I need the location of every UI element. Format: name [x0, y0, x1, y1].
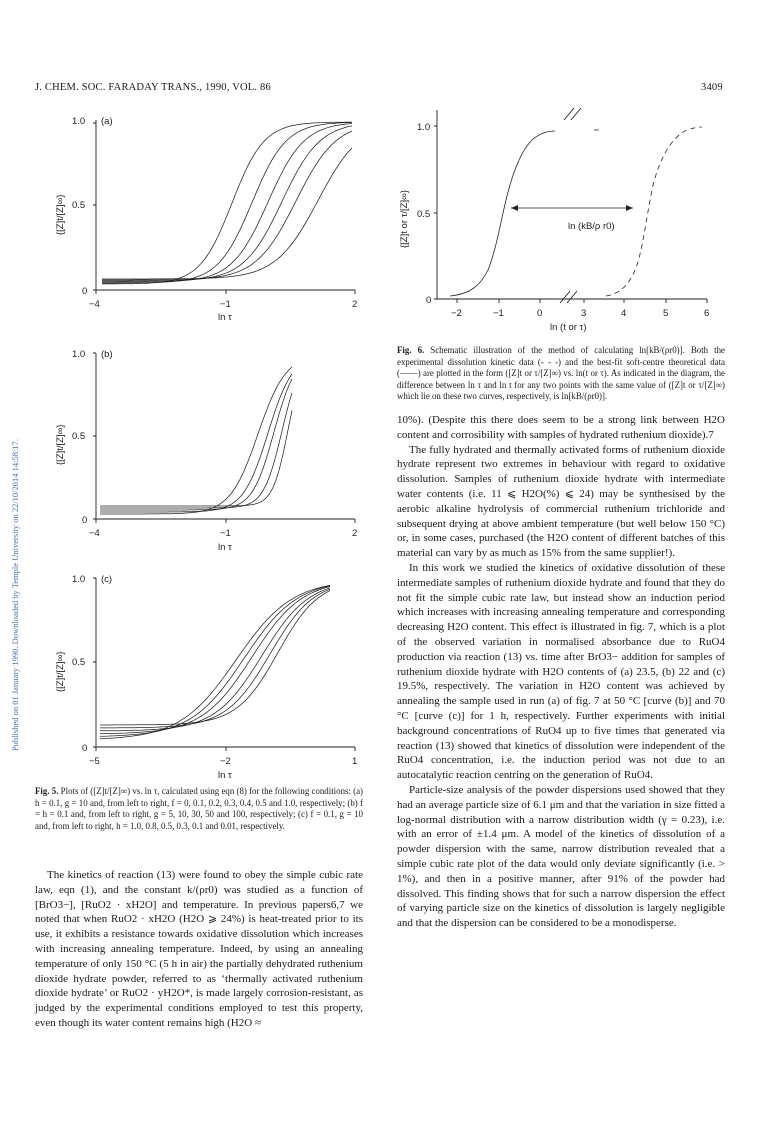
fig6-ylabel: {[Z]t or τ/[Z]∞}: [399, 189, 410, 248]
fig5c-ytick-05: 0.5: [72, 657, 86, 668]
sigmoid-curve: [102, 126, 352, 281]
fig5a-ytick-05: 0.5: [72, 200, 86, 211]
fig5c-curves: [100, 585, 330, 738]
fig5a-xtick: 2: [352, 299, 358, 310]
fig5b-ytick-05: 0.5: [72, 431, 86, 442]
fig5c-xtick: −2: [220, 756, 231, 767]
fig5c-ylabel: {[Z]t/[Z]∞}: [55, 651, 66, 692]
fig6-caption-text: Schematic illustration of the method of calculating ln[kB/(ρr0)]. Both the experimental dissolution kinetic data (- - -) and the best-fit soft-centre theoretical data (——) are plotted in the form ([Z]t or τ/[Z]∞) vs. ln(t or τ). As indicated in the diagram, the difference between ln τ and ln t for any two points with the same value of ([Z]t or τ/[Z]∞) which lie on these two curves, respectively, is ln[kB/(ρr0)].: [397, 345, 725, 401]
fig5a-xtick: −1: [220, 299, 231, 310]
sigmoid-curve: [102, 148, 352, 279]
fig5b-ylabel: {[Z]t/[Z]∞}: [55, 424, 66, 465]
fig6-xtick: −2: [451, 308, 462, 319]
fig5c-tag: (c): [101, 574, 113, 585]
paragraph: In this work we studied the kinetics of oxidative dissolution of these intermediate samples of ruthenium dioxide hydrate and found that they do not fit the simple cubic rate law, but instead show an induction period which increases with increasing annealing temperature and corresponding decreasing H2O content. This effect is illustrated in fig. 7, which is a plot of the observed variation in normalised absorbance due to RuO4 production via reaction (13) vs. time after BrO3− addition for samples of ruthenium dioxide hydrate with H2O contents of (a) 23.5, (b) 22 and (c) 19.5%, respectively. The variation in H2O content was achieved by annealing the sample used in run (a) of fig. 7 at 50 °C [curve (b)] and 70 °C [curve (c)] for 1 h, respectively. Further experiments with initial background concentrations of RuO4 up to five times that generated via reaction (13) showed that kinetics of dissolution were independent of the RuO4 concentration, i.e. the induction period was not due to an autocatalytic reaction centring on the generation of RuO4.: [397, 561, 725, 782]
sigmoid-curve: [100, 591, 330, 725]
fig5b-curves: [100, 367, 292, 514]
sigmoid-curve: [100, 587, 330, 734]
fig6-experimental-curve: [594, 127, 702, 296]
sigmoid-curve: [100, 393, 292, 508]
sigmoid-curve: [100, 589, 330, 728]
fig5a-xtick: −4: [89, 299, 100, 310]
fig5a-ylabel: {[Z]t/[Z]∞}: [55, 194, 66, 235]
fig5b-ytick-0: 0: [82, 515, 88, 526]
sigmoid-curve: [102, 124, 352, 283]
fig5b-xtick: −1: [220, 528, 231, 539]
fig6-xtick: 3: [581, 308, 587, 319]
paragraph: 10%). (Despite this there does seem to be a strong link between H2O content and corrosibility with samples of hydrated ruthenium dioxide).7: [397, 414, 725, 441]
fig6-xtick: 5: [663, 308, 669, 319]
fig6-axes: [437, 110, 707, 299]
fig5a-ytick-1: 1.0: [72, 116, 86, 127]
fig5a-axes: [96, 120, 355, 290]
fig5b-xtick: −4: [89, 528, 100, 539]
fig5b-xtick: 2: [352, 528, 358, 539]
fig5c-xtick: 1: [352, 756, 358, 767]
sigmoid-curve: [100, 410, 292, 506]
figure-5: [0, 0, 380, 800]
fig5c-ytick-0: 0: [82, 743, 88, 754]
fig6-xtick: 4: [621, 308, 627, 319]
fig5c-xtick: −5: [89, 756, 100, 767]
fig6-ytick-0: 0: [426, 295, 432, 306]
journal-header: J. CHEM. SOC. FARADAY TRANS., 1990, VOL. 86: [35, 82, 271, 93]
fig5b-axes: [96, 353, 355, 519]
fig6-xtick: 6: [704, 308, 710, 319]
fig5-caption-label: Fig. 5.: [35, 786, 59, 796]
fig6-caption-label: Fig. 6.: [397, 345, 425, 355]
figure-6: [380, 90, 750, 350]
fig5c-ytick-1: 1.0: [72, 574, 86, 585]
left-column-text: [35, 868, 363, 1031]
fig5a-tag: (a): [101, 116, 113, 127]
fig5a-xlabel: ln τ: [218, 312, 232, 323]
paragraph: The fully hydrated and thermally activated forms of ruthenium dioxide hydrate represent two extremes in behaviour with regard to oxidative dissolution. Samples of ruthenium dioxide hydrate with intermediate water contents (i.e. 11 ⩽ H2O(%) ⩽ 24) may be synthesised by the aerobic alkaline hydrolysis of commercial ruthenium trichloride and subsequent drying at above ambient temperature (but well below 150 °C) or, in some cases, purchased (the H2O content of different batches of this material can vary by as much as 15% from the same supplier!).: [397, 443, 725, 560]
fig6-theory-curve: [450, 131, 555, 296]
fig5b-xlabel: ln τ: [218, 542, 232, 553]
fig6-ytick-05: 0.5: [417, 209, 431, 220]
paragraph: Particle-size analysis of the powder dispersions used showed that they had an average particle size of 6.1 μm and that the variation in size fitted a log-normal distribution with a narrow distribution width (γ = 0.23), i.e. with an error of ±1.4 μm. A model of the kinetics of dissolution of a powder dispersion with the same, narrow distribution revealed that a simple cubic rate plot of the data would only deviate significantly (i.e. > 1%), and then in a positive manner, after 91% of the powder had dissolved. This finding shows that for such a narrow dispersion the effect of varying particle size on the kinetics of dissolution is largely negligible and that the dispersion can be considered to be a monodisperse.: [397, 783, 725, 930]
sigmoid-curve: [100, 588, 330, 731]
fig5-caption-text: Plots of ([Z]t/[Z]∞) vs. ln τ, calculated using eqn (8) for the following conditions: (a) h = 0.1, g = 10 and, from left to right, f = 0, 0.1, 0.2, 0.3, 0.4, 0.5 and 1.0, respectively; (b) f = h = 0.1 and, from left to right, g = 5, 10, 30, 50 and 100, respectively; (c) f = 0.1, g = 10 and, from left to right, h = 1.0, 0.8, 0.5, 0.3, 0.1 and 0.01, respectively.: [35, 786, 363, 831]
fig6-arrow-label: ln (kB/ρ r0): [568, 221, 615, 232]
sigmoid-curve: [102, 131, 352, 280]
fig5-caption: [35, 786, 363, 832]
fig6-ytick-1: 1.0: [417, 122, 431, 133]
right-column-text: [397, 413, 725, 931]
fig5a-curves: [102, 122, 352, 284]
sigmoid-curve: [100, 586, 330, 736]
sigmoid-curve: [100, 374, 292, 512]
fig5a-ytick-0: 0: [82, 286, 88, 297]
fig6-xtick: −1: [493, 308, 504, 319]
fig6-caption: [397, 345, 725, 403]
fig6-xtick: 0: [537, 308, 543, 319]
download-note: Published on 01 January 1990. Downloaded by Temple University on 22/10/2014 14:58:17.: [10, 438, 20, 752]
fig6-xlabel: ln (t or τ): [550, 322, 587, 333]
fig5b-tag: (b): [101, 349, 113, 360]
sigmoid-curve: [100, 585, 330, 738]
fig5c-xlabel: ln τ: [218, 770, 232, 781]
fig5c-axes: [96, 578, 355, 747]
fig5b-ytick-1: 1.0: [72, 349, 86, 360]
page-number: 3409: [701, 82, 723, 93]
paragraph: The kinetics of reaction (13) were found to obey the simple cubic rate law, eqn (1), and the constant k/(ρr0) was studied as a function of [BrO3−], [RuO2 · xH2O] and temperature. In previous papers6,7 we noted that when RuO2 · xH2O (H2O ⩾ 24%) is heat-treated prior to its use, it exhibits a resistance towards oxidative dissolution which increases with increasing annealing temperature. Indeed, by using an annealing temperature of only 150 °C (5 h in air) the partially dehydrated ruthenium dioxide hydrate powder, referred to as ‘thermally activated ruthenium dioxide hydrate’ or RuO2 · yH2O*, is made largely corrosion-resistant, as judged by the experimental conditions employed to test this property, even though its water content remains high (H2O ≈: [35, 869, 363, 1029]
sigmoid-curve: [100, 367, 292, 514]
